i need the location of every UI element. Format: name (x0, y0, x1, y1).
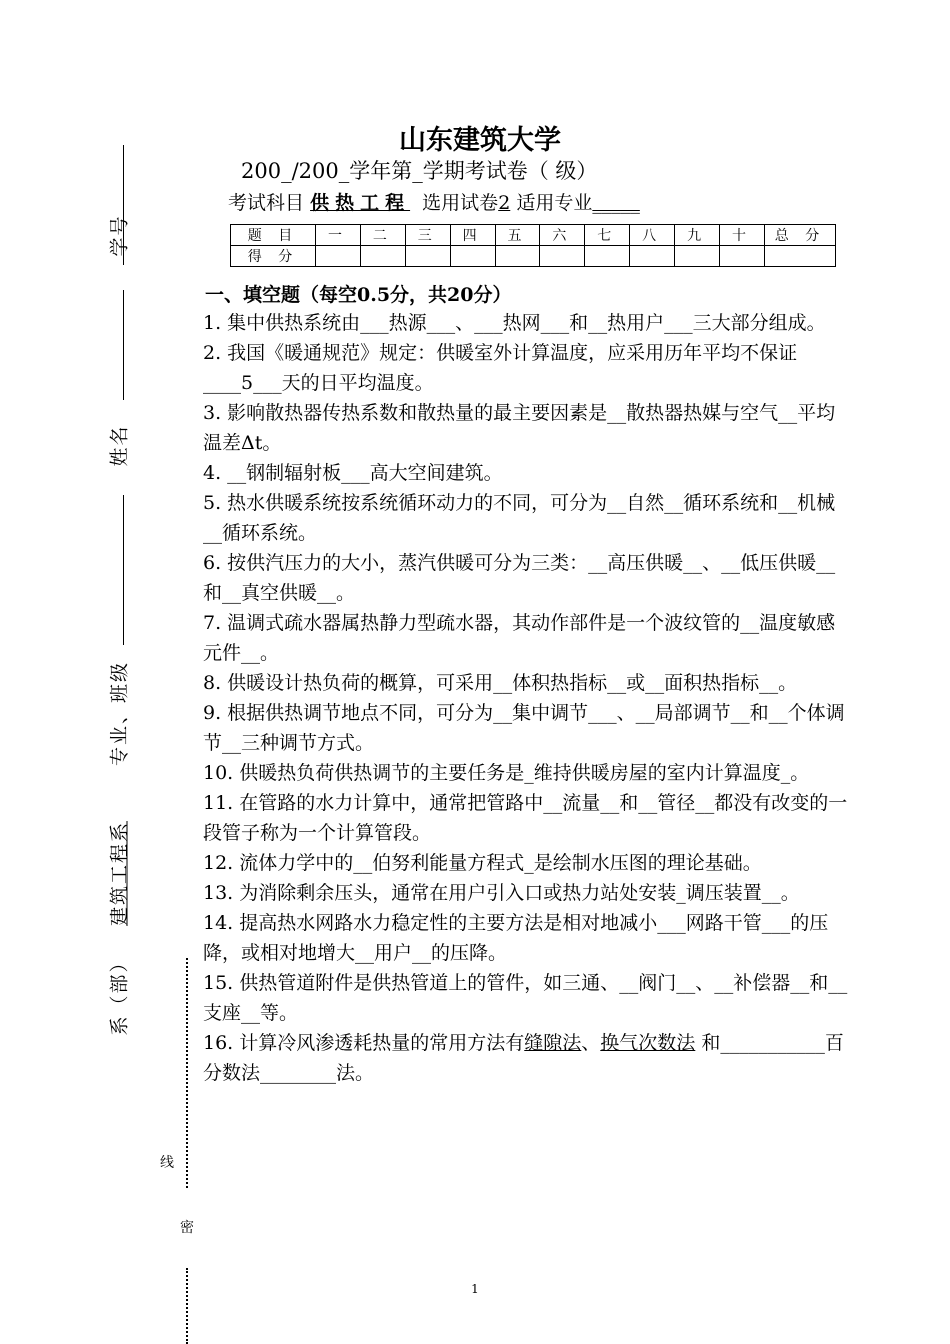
question-list (203, 308, 848, 1088)
score-input-cell[interactable] (765, 246, 836, 267)
score-header-cell: 八 (630, 225, 675, 246)
subject-value: 供热工程 (310, 192, 411, 214)
subject-label: 考试科目 (228, 192, 305, 214)
score-input-cell[interactable] (630, 246, 675, 267)
binding-dotted-line-bottom (186, 1268, 188, 1344)
xian-mark: 线 (160, 1155, 174, 1171)
score-header-cell: 五 (495, 225, 540, 246)
department-label: 系（部） (108, 951, 131, 1036)
question-16: 16. 计算冷风渗透耗热量的常用方法有缝隙法、换气次数法 和___________百分数法________法。 (203, 1032, 844, 1084)
major-label: 适用专业 (516, 192, 593, 214)
question-7: 7. 温调式疏水器属热静力型疏水器，其动作部件是一个波纹管的__温度敏感元件__。 (203, 612, 836, 664)
name-line (123, 290, 124, 400)
department-value: 建筑工程系 (108, 821, 131, 927)
score-header-cell: 二 (360, 225, 405, 246)
header (0, 118, 950, 157)
question-9: 9. 根据供热调节地点不同，可分为__集中调节___、__局部调节__和__个体调节__三种调节方式。 (203, 702, 845, 754)
question-11: 11. 在管路的水力计算中，通常把管路中__流量__和__管径__都没有改变的一段管子称为一个计算管段。 (203, 792, 848, 844)
section-title: 一、填空题（每空0.5分，共20分） (205, 284, 512, 306)
score-input-cell[interactable] (405, 246, 450, 267)
question-5: 5. 热水供暖系统按系统循环动力的不同，可分为__自然__循环系统和__机械__循环系统。 (203, 492, 836, 544)
question-4: 4. __钢制辐射板___高大空间建筑。 (203, 462, 503, 484)
score-input-cell[interactable] (585, 246, 630, 267)
score-header-cell: 三 (405, 225, 450, 246)
paper-value: 2 (498, 192, 511, 214)
major-class-label: 专业、班级 (108, 661, 131, 767)
page-number: 1 (471, 1282, 479, 1296)
exam-term-line: 200_/200_学年第_学期考试卷（ 级） (241, 159, 598, 183)
score-header-cell: 题 目 (231, 225, 316, 246)
student-id-label: 学号 (108, 214, 131, 257)
exam-meta-line (228, 188, 640, 215)
question-12: 12. 流体力学中的__伯努利能量方程式_是绘制水压图的理论基础。 (203, 852, 762, 874)
score-header-cell: 七 (585, 225, 630, 246)
question-6: 6. 按供汽压力的大小，蒸汽供暖可分为三类：__高压供暖__、__低压供暖__和__真空供暖__。 (203, 552, 836, 604)
mi-mark: 密 (180, 1220, 194, 1236)
score-input-cell[interactable] (540, 246, 585, 267)
question-3: 3. 影响散热器传热系数和散热量的最主要因素是__散热器热媒与空气__平均温差Δt。 (203, 402, 836, 454)
score-header-cell: 十 (720, 225, 765, 246)
score-input-cell[interactable] (495, 246, 540, 267)
score-input-cell[interactable] (450, 246, 495, 267)
score-input-cell[interactable] (316, 246, 361, 267)
score-header-cell: 六 (540, 225, 585, 246)
question-14: 14. 提高热水网路水力稳定性的主要方法是相对地减小___网路干管___的压降，或相对地增大__用户__的压降。 (203, 912, 829, 964)
paper-label: 选用试卷 (422, 192, 499, 214)
score-row-label: 得 分 (231, 246, 316, 267)
name-label: 姓名 (108, 424, 131, 467)
question-2: 2. 我国《暖通规范》规定：供暖室外计算温度，应采用历年平均不保证____5___天的日平均温度。 (203, 342, 798, 394)
score-row (231, 246, 836, 267)
score-header-cell: 总 分 (765, 225, 836, 246)
class-line (123, 495, 124, 645)
score-header-cell: 四 (450, 225, 495, 246)
question-13: 13. 为消除剩余压头，通常在用户引入口或热力站处安装_调压装置__。 (203, 882, 800, 904)
score-table (230, 224, 836, 267)
score-header-row (231, 225, 836, 246)
question-15: 15. 供热管道附件是供热管道上的管件，如三通、__阀门__、__补偿器__和__支座__等。 (203, 972, 848, 1024)
score-input-cell[interactable] (675, 246, 720, 267)
score-header-cell: 一 (316, 225, 361, 246)
major-value: _____ (592, 192, 640, 214)
score-input-cell[interactable] (360, 246, 405, 267)
question-1: 1. 集中供热系统由___热源___、___热网___和__热用户___三大部分组成。 (203, 312, 826, 334)
score-header-cell: 九 (675, 225, 720, 246)
binding-dotted-line-top (186, 958, 188, 1188)
question-8: 8. 供暖设计热负荷的概算，可采用__体积热指标__或__面积热指标__。 (203, 672, 798, 694)
question-10: 10. 供暖热负荷供热调节的主要任务是_维持供暖房屋的室内计算温度_。 (203, 762, 810, 784)
university-title: 山东建筑大学 (399, 125, 561, 156)
score-input-cell[interactable] (720, 246, 765, 267)
